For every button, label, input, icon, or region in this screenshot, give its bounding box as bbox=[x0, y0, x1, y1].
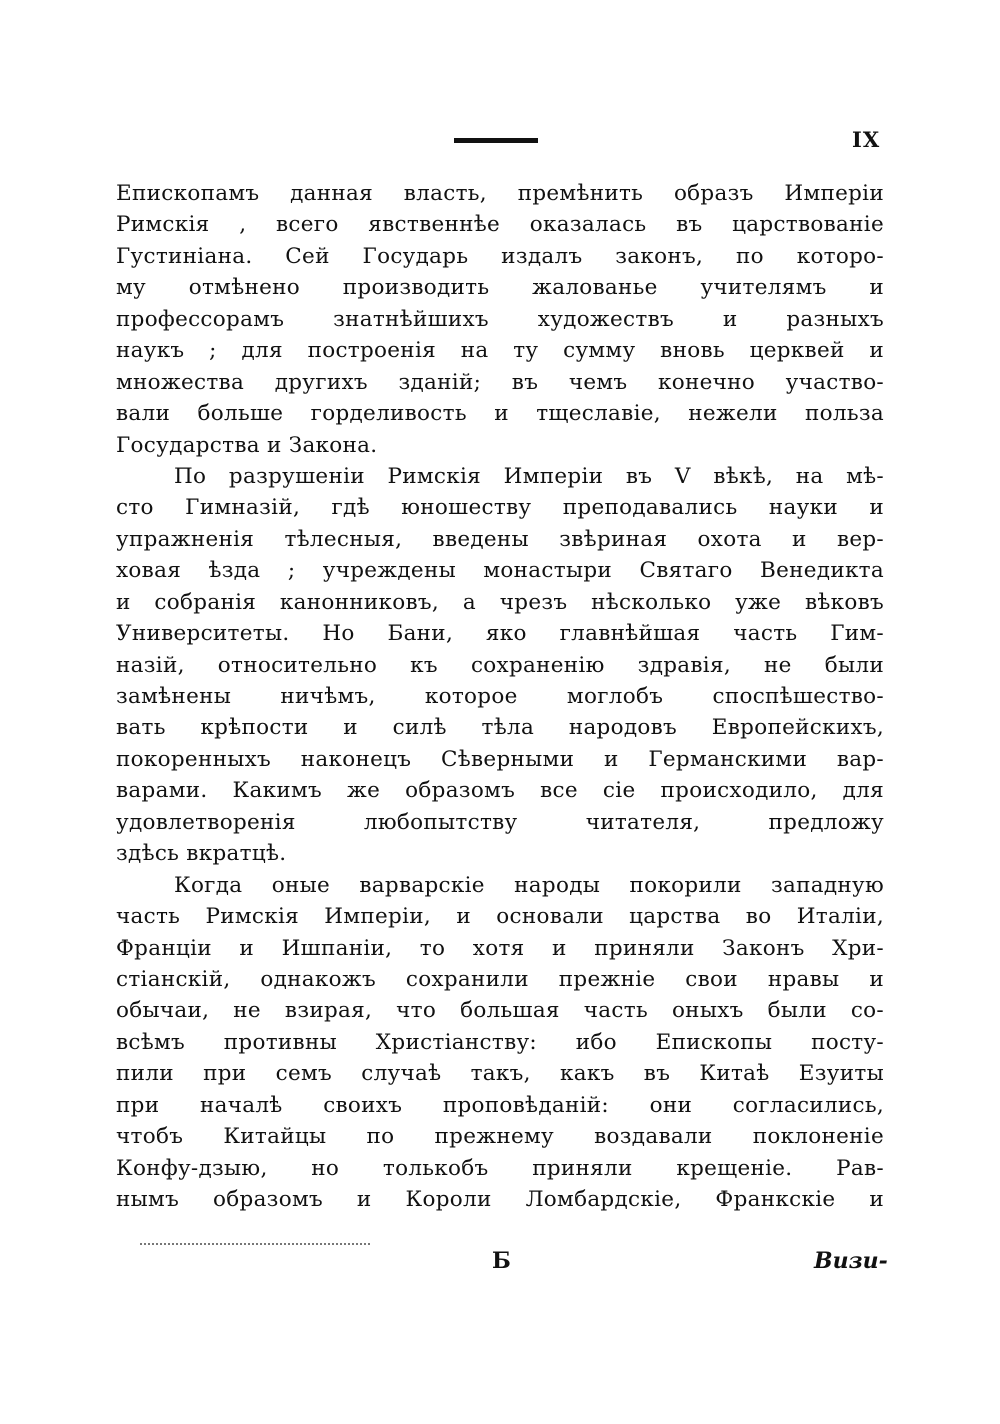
text-line: ховая ѣзда ; учреждены монастыри Святаго Венедикта bbox=[116, 558, 884, 584]
header-rule bbox=[454, 138, 538, 143]
text-line: Университеты. Но Бани, яко главнѣйшая часть Гим- bbox=[116, 621, 884, 647]
text-line: наукъ ; для построенія на ту сумму вновь церквей и bbox=[116, 338, 884, 364]
text-line: нымъ образомъ и Короли Ломбардскіе, Франкскіе и bbox=[116, 1187, 884, 1212]
text-line: Римскія , всего явственнѣе оказалась въ царствованіе bbox=[116, 212, 884, 238]
text-line: назій, относительно къ сохраненію здравія, не были bbox=[116, 652, 884, 678]
text-line: вать крѣпости и силѣ тѣла народовъ Европейскихъ, bbox=[116, 715, 884, 741]
text-line: Епископамъ данная власть, премѣнить образъ Имперіи bbox=[116, 181, 884, 206]
text-line: Густиніана. Сей Государь издалъ законъ, по которо- bbox=[116, 243, 884, 269]
page-number: IX bbox=[852, 127, 881, 152]
text-line: замѣнены ничѣмъ, которое моглобъ споспѣшество- bbox=[116, 684, 884, 709]
text-line: сто Гимназій, гдѣ юношеству преподавались науки и bbox=[116, 495, 884, 521]
body-text bbox=[116, 178, 884, 1215]
signature-mark: Б bbox=[492, 1248, 511, 1274]
text-line: удовлетворенія любопытству читателя, предложу bbox=[116, 809, 884, 835]
catchword: Визи- bbox=[814, 1248, 888, 1274]
text-line: здѣсь вкратцѣ. bbox=[116, 841, 287, 867]
text-line: при началѣ своихъ проповѣданій: они согласились, bbox=[116, 1092, 884, 1118]
text-line: покоренныхъ наконецъ Сѣверными и Германскими вар- bbox=[116, 746, 884, 772]
text-line: обычаи, не взирая, что большая часть оныхъ были со- bbox=[116, 998, 884, 1024]
text-line: и собранія канонниковъ, а чрезъ нѣсколько уже вѣковъ bbox=[116, 589, 884, 615]
text-line: упражненія тѣлесныя, введены звѣриная охота и вер- bbox=[116, 526, 884, 552]
text-line: стіанскій, однакожъ сохранили прежніе свои нравы и bbox=[116, 966, 884, 992]
text-line: варами. Какимъ же образомъ все сіе происходило, для bbox=[116, 778, 884, 804]
text-line: Когда оные варварскіе народы покорили западную bbox=[174, 872, 884, 898]
text-line: му отмѣнено производить жалованье учителямъ и bbox=[116, 275, 884, 301]
text-line: По разрушеніи Римскія Имперіи въ V вѣкѣ, на мѣ- bbox=[174, 463, 884, 489]
bottom-dotted-mark bbox=[140, 1243, 370, 1247]
text-line: Франціи и Ишпаніи, то хотя и приняли Законъ Хри- bbox=[116, 935, 884, 961]
text-line: вали больше горделивость и тщеславіе, нежели польза bbox=[116, 401, 884, 427]
text-line: всѣмъ противны Христіанству: ибо Епископы посту- bbox=[116, 1029, 884, 1055]
text-line: Конфу-дзыю, но толькобъ приняли крещеніе. Рав- bbox=[116, 1155, 884, 1181]
text-line: множества другихъ зданій; въ чемъ конечно участво- bbox=[116, 369, 884, 395]
text-line: пили при семъ случаѣ такъ, какъ въ Китаѣ Езуиты bbox=[116, 1061, 884, 1087]
text-line: чтобъ Китайцы по прежнему воздавали поклоненіе bbox=[116, 1124, 884, 1150]
text-line: Государства и Закона. bbox=[116, 432, 378, 458]
text-line: часть Римскія Имперіи, и основали царства во Италіи, bbox=[116, 904, 884, 930]
text-line: профессорамъ знатнѣйшихъ художествъ и разныхъ bbox=[116, 306, 884, 332]
